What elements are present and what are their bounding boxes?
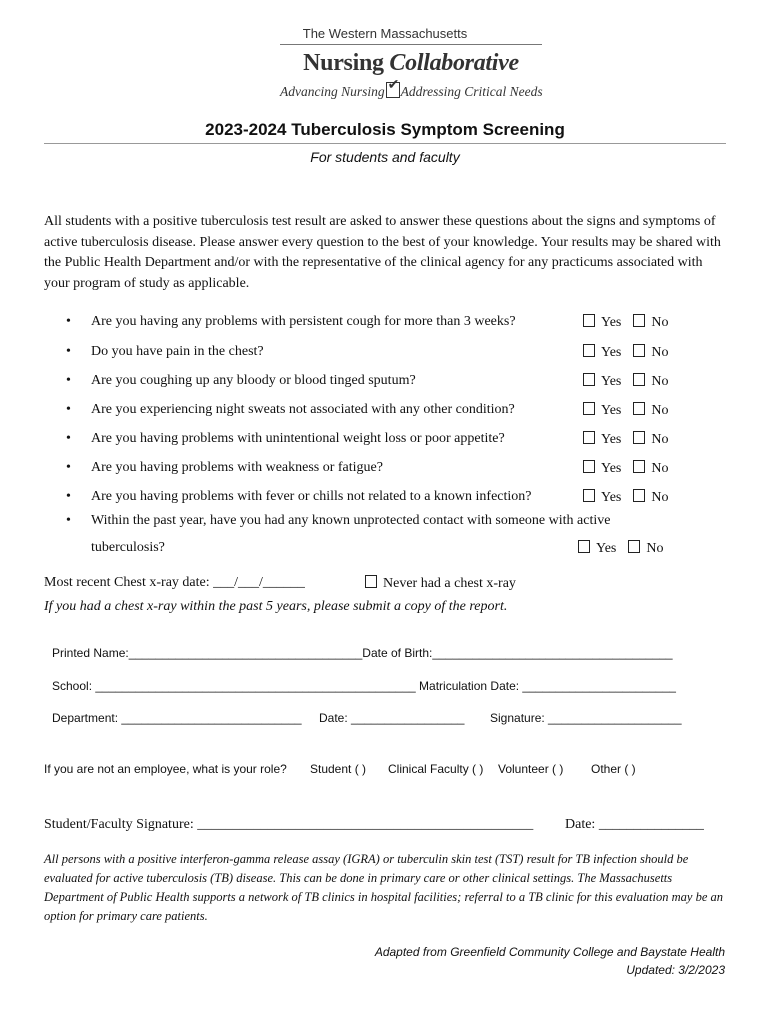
checkbox-icon[interactable] <box>633 489 645 502</box>
no-option[interactable]: No <box>628 540 663 557</box>
signature-date-field[interactable]: Date: _______________ <box>565 817 704 832</box>
updated-date: Updated: 3/2/2023 <box>626 963 725 977</box>
answer-options <box>583 431 681 448</box>
question-text: tuberculosis? <box>91 540 165 555</box>
checkbox-icon[interactable] <box>583 431 595 444</box>
xray-date-field[interactable]: Most recent Chest x-ray date: ___/___/______ <box>44 575 305 590</box>
question-row <box>44 373 724 393</box>
check-box-icon <box>386 82 400 98</box>
page-subtitle: For students and faculty <box>310 149 460 165</box>
checkbox-icon[interactable] <box>583 489 595 502</box>
yes-option[interactable]: Yes <box>583 431 621 448</box>
checkbox-icon[interactable] <box>633 314 645 327</box>
answer-options <box>583 373 681 390</box>
bullet: • <box>66 402 71 417</box>
checkbox-icon[interactable] <box>633 460 645 473</box>
role-other[interactable]: Other ( ) <box>591 762 636 776</box>
logo-divider <box>280 44 542 45</box>
checkbox-icon[interactable] <box>583 314 595 327</box>
checkbox-icon[interactable] <box>633 431 645 444</box>
question-row <box>44 344 724 364</box>
yes-option[interactable]: Yes <box>583 344 621 361</box>
logo-main <box>0 50 770 77</box>
no-option[interactable]: No <box>633 460 668 477</box>
question-text: Are you experiencing night sweats not associated with any other condition? <box>91 402 515 417</box>
question-text: Are you having problems with weakness or fatigue? <box>91 460 383 475</box>
footnote: All persons with a positive interferon-gamma release assay (IGRA) or tuberculin skin test (TST) result for TB infection should be evaluated for active tuberculosis (TB) disease. This can be done in primary care or other clinical settings. The Massachusetts Department of Public Health supports a network of TB clinics in hospital facilities; referral to a TB clinic for this evaluation may be an option for primary care patients. <box>44 852 723 923</box>
yes-option[interactable]: Yes <box>583 460 621 477</box>
bullet: • <box>66 314 71 329</box>
checkbox-icon[interactable] <box>633 344 645 357</box>
answer-options <box>583 344 681 361</box>
role-student[interactable]: Student ( ) <box>310 762 367 776</box>
checkbox-icon[interactable] <box>628 540 640 553</box>
school-field[interactable]: School: ________________________________________________ Matriculation Date: _______________________ <box>52 679 676 693</box>
bullet: • <box>66 344 71 359</box>
bullet: • <box>66 373 71 388</box>
logo-tagline-left: Advancing Nursing <box>280 84 385 99</box>
question-row-continued <box>44 540 724 560</box>
bullet: • <box>66 513 71 528</box>
logo-tagline <box>280 82 543 100</box>
logo-top-line: The Western Massachusetts <box>302 26 468 41</box>
date-of-birth-field[interactable]: ____________________________________ <box>432 646 673 660</box>
yes-option[interactable]: Yes <box>578 540 616 557</box>
answer-options <box>578 540 676 557</box>
checkbox-icon[interactable] <box>633 402 645 415</box>
department-field[interactable]: Department: ___________________________ <box>52 711 302 725</box>
question-row <box>44 431 724 451</box>
student-faculty-signature-field[interactable]: Student/Faculty Signature: ________________________________________________ <box>44 817 534 832</box>
role-clinical-faculty[interactable]: Clinical Faculty ( ) <box>388 762 484 776</box>
question-text: Are you having any problems with persistent cough for more than 3 weeks? <box>91 314 516 329</box>
yes-option[interactable]: Yes <box>583 314 621 331</box>
signature-field[interactable]: Signature: ____________________ <box>490 711 682 725</box>
checkbox-icon[interactable] <box>365 575 377 588</box>
no-option[interactable]: No <box>633 344 668 361</box>
never-had-xray-option[interactable]: Never had a chest x-ray <box>365 575 516 592</box>
printed-name-field[interactable]: ___________________________________ <box>128 646 363 660</box>
question-row <box>44 314 724 334</box>
title-divider <box>44 143 726 144</box>
intro-paragraph: All students with a positive tuberculosis test result are asked to answer these questions about the signs and symptoms of active tuberculosis disease. Please answer every question to the best of your knowledge. Your results may be shared with the Public Health Department and/or with the representative of the clinical agency for any practicums associated with your program of study as applicable. <box>44 214 721 291</box>
logo-main-word1: Nursing <box>303 50 384 76</box>
question-row <box>44 489 724 509</box>
logo-main-word2: Collaborative <box>389 50 519 76</box>
bullet: • <box>66 431 71 446</box>
question-text: Do you have pain in the chest? <box>91 344 264 359</box>
no-option[interactable]: No <box>633 402 668 419</box>
question-text: Are you having problems with unintentional weight loss or poor appetite? <box>91 431 505 446</box>
question-text: Are you having problems with fever or chills not related to a known infection? <box>91 489 532 504</box>
no-option[interactable]: No <box>633 489 668 506</box>
yes-option[interactable]: Yes <box>583 373 621 390</box>
printed-name-row: Printed Name:___________________________________Date of Birth:____________________________________ <box>52 646 673 660</box>
question-row <box>44 460 724 480</box>
checkbox-icon[interactable] <box>583 344 595 357</box>
no-option[interactable]: No <box>633 431 668 448</box>
footer <box>300 943 725 979</box>
answer-options <box>583 314 681 331</box>
question-row <box>44 513 724 533</box>
page-title: 2023-2024 Tuberculosis Symptom Screening <box>205 120 565 139</box>
checkbox-icon[interactable] <box>633 373 645 386</box>
bullet: • <box>66 460 71 475</box>
question-row <box>44 402 724 422</box>
question-text: Are you coughing up any bloody or blood tinged sputum? <box>91 373 416 388</box>
yes-option[interactable]: Yes <box>583 489 621 506</box>
checkbox-icon[interactable] <box>583 460 595 473</box>
answer-options <box>583 460 681 477</box>
checkbox-icon[interactable] <box>578 540 590 553</box>
role-volunteer[interactable]: Volunteer ( ) <box>498 762 564 776</box>
no-option[interactable]: No <box>633 373 668 390</box>
xray-note: If you had a chest x-ray within the past 5 years, please submit a copy of the report. <box>44 599 508 614</box>
question-text: Within the past year, have you had any known unprotected contact with someone with active <box>91 513 611 528</box>
answer-options <box>583 402 681 419</box>
adapted-from: Adapted from Greenfield Community College and Baystate Health <box>374 945 725 959</box>
logo-tagline-right: Addressing Critical Needs <box>400 84 543 99</box>
yes-option[interactable]: Yes <box>583 402 621 419</box>
answer-options <box>583 489 681 506</box>
date-field[interactable]: Date: _________________ <box>319 711 465 725</box>
no-option[interactable]: No <box>633 314 668 331</box>
checkbox-icon[interactable] <box>583 373 595 386</box>
checkbox-icon[interactable] <box>583 402 595 415</box>
bullet: • <box>66 489 71 504</box>
role-question: If you are not an employee, what is your role? <box>44 762 287 776</box>
